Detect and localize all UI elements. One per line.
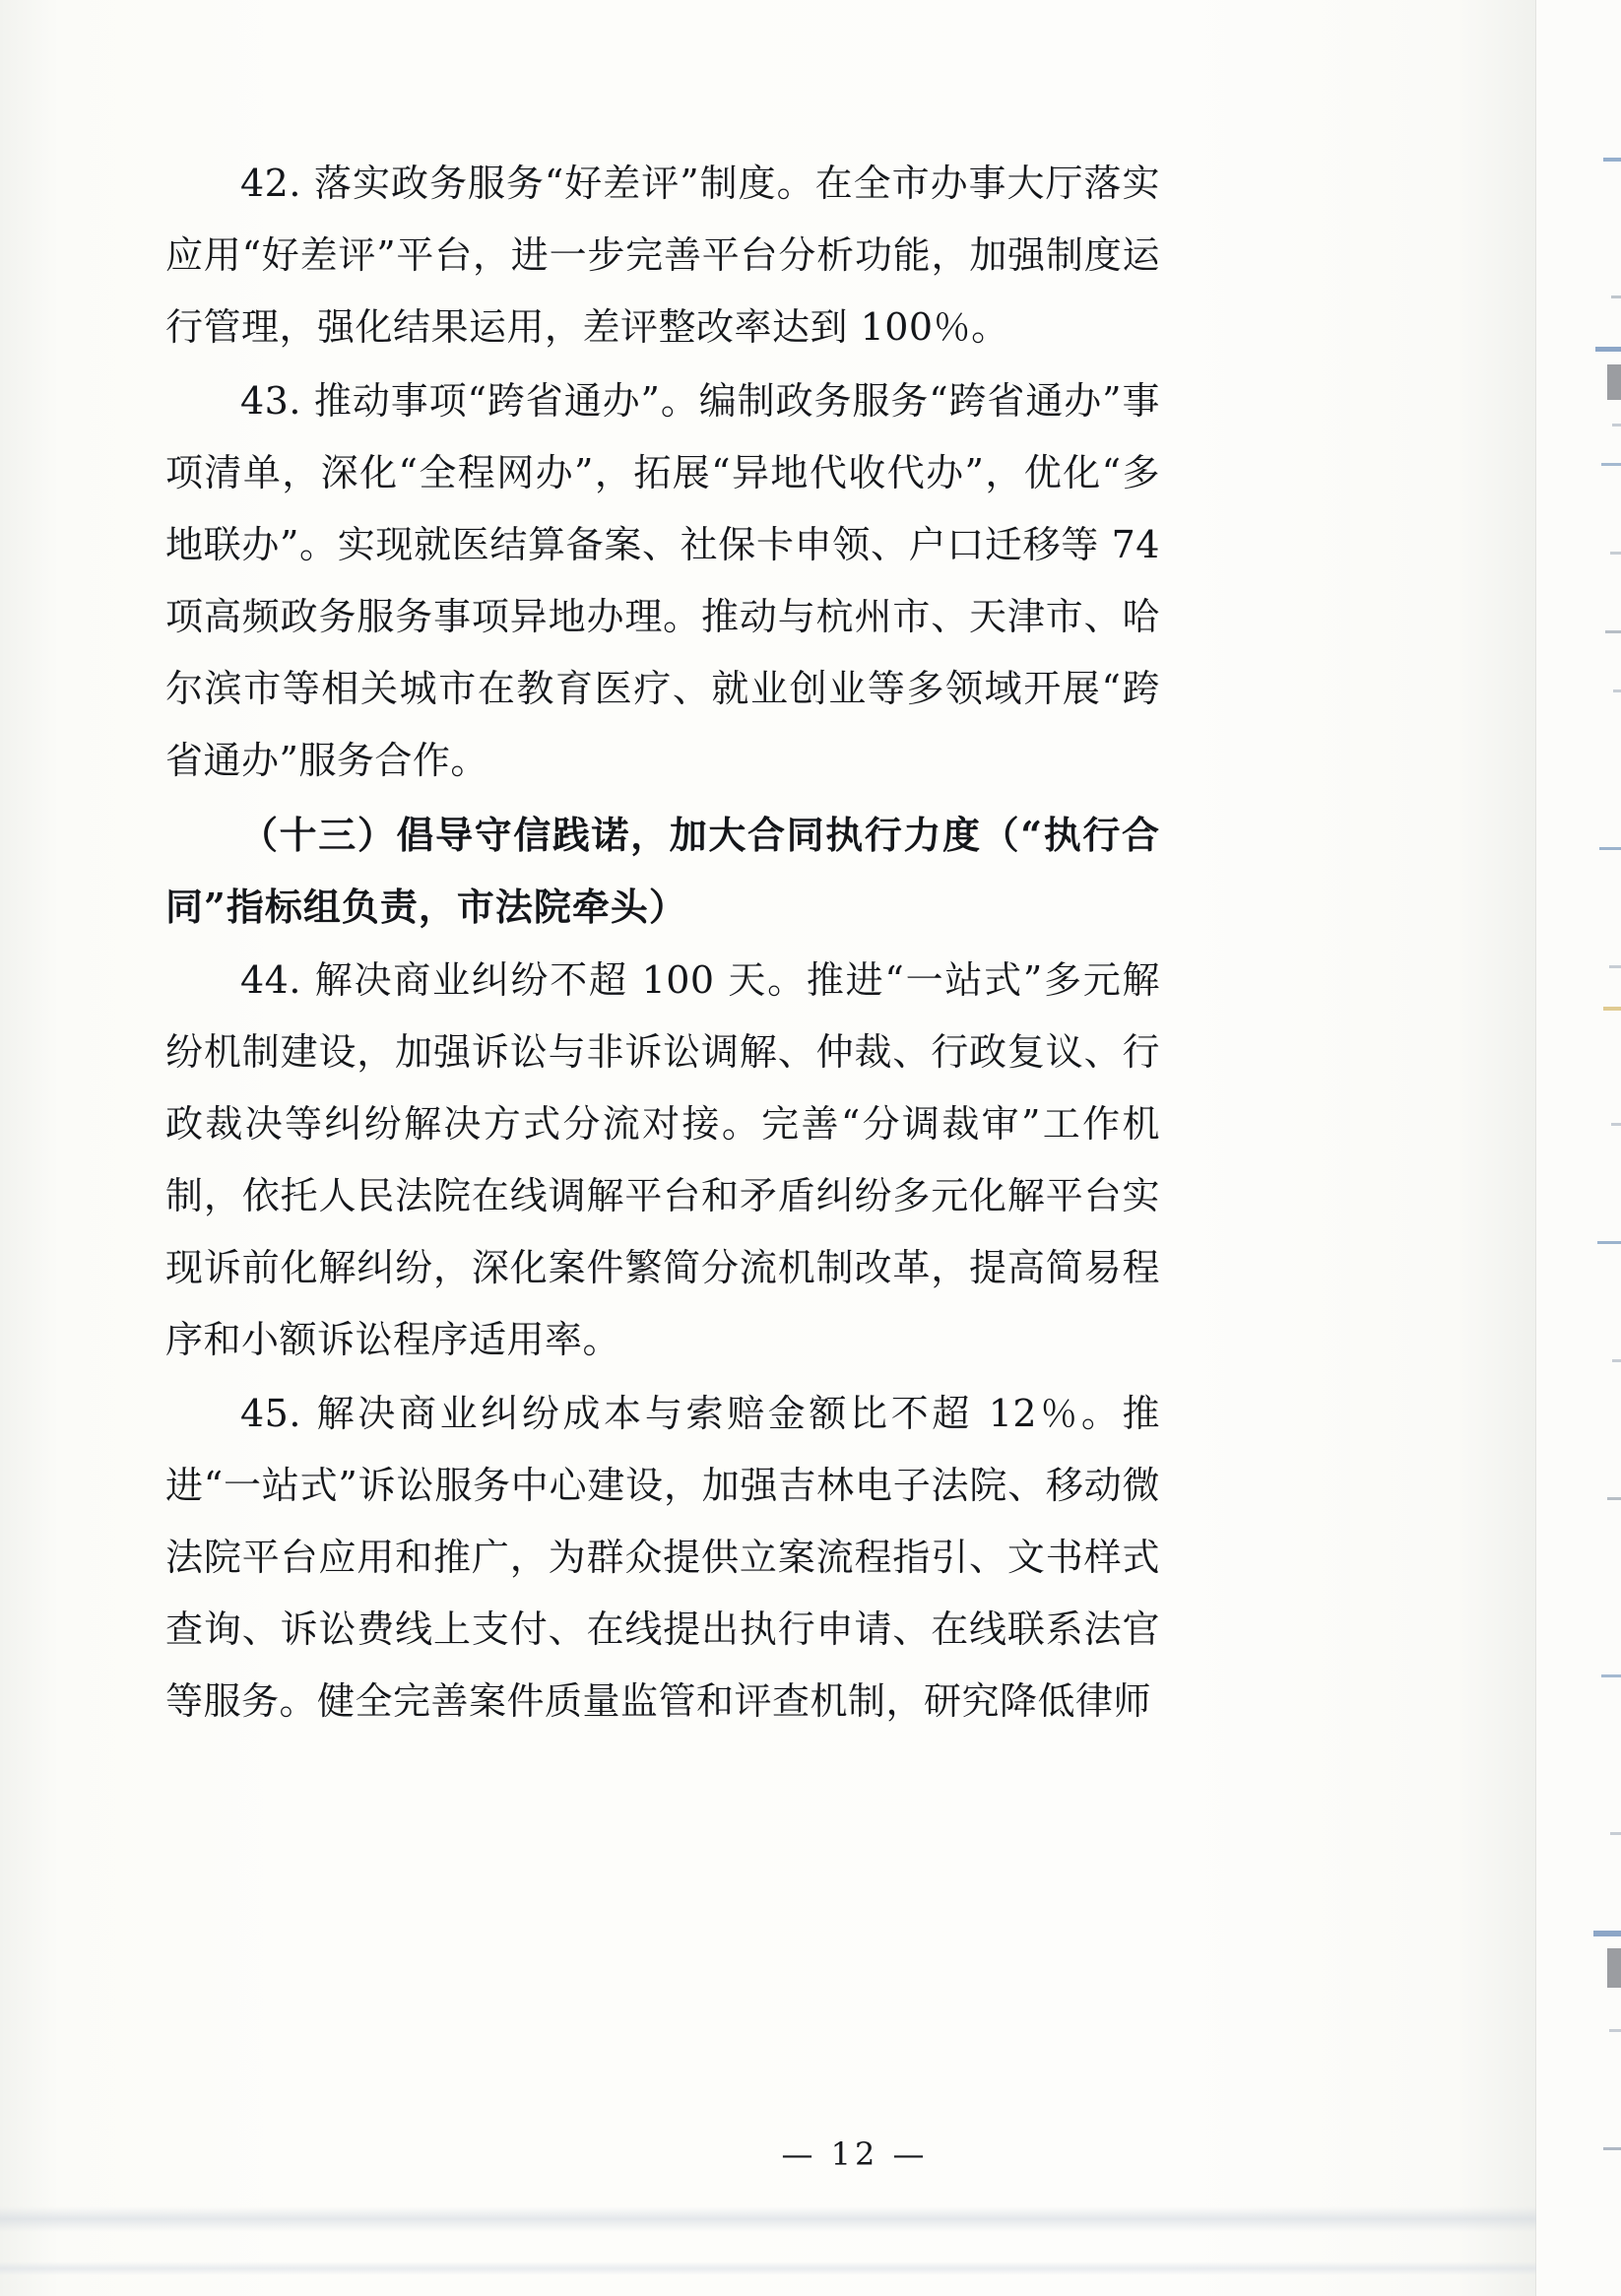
paragraph-section-13-heading: （十三）倡导守信践诺，加大合同执行力度（“执行合同”指标组负责，市法院牵头）: [165, 813, 1160, 929]
paragraph-item-42: 42. 落实政务服务“好差评”制度。在全市办事大厅落实应用“好差评”平台，进一步完善平台分析功能，加强制度运行管理，强化结果运用，差评整改率达到 100％。: [165, 162, 1160, 349]
page-number: — 12 —: [781, 2135, 929, 2173]
paragraph-item-45: 45. 解决商业纠纷成本与索赔金额比不超 12％。推进“一站式”诉讼服务中心建设，加强吉林电子法院、移动微法院平台应用和推广，为群众提供立案流程指引、文书样式查询、诉讼费线上支付、在线提出执行申请、在线联系法官等服务。健全完善案件质量监管和评查机制，研究降低律师: [165, 1392, 1160, 1723]
scan-artifact-band-2: [0, 2262, 1536, 2275]
document-body: [165, 148, 1160, 1739]
scan-edge-strip: [1535, 0, 1621, 2296]
paragraph-item-44: 44. 解决商业纠纷不超 100 天。推进“一站式”多元解纷机制建设，加强诉讼与非诉讼调解、仲裁、行政复议、行政裁决等纠纷解决方式分流对接。完善“分调裁审”工作机制，依托人民法院在线调解平台和矛盾纠纷多元化解平台实现诉前化解纠纷，深化案件繁简分流机制改革，提高简易程序和小额诉讼程序适用率。: [165, 958, 1160, 1361]
paragraph-item-43: 43. 推动事项“跨省通办”。编制政务服务“跨省通办”事项清单，深化“全程网办”，拓展“异地代收代办”，优化“多地联办”。实现就医结算备案、社保卡申领、户口迁移等 74 项高频政务服务事项异地办理。推动与杭州市、天津市、哈尔滨市等相关城市在教育医疗、就业创业等多领域开展“跨省通办”服务合作。: [165, 379, 1160, 782]
scan-artifact-band-1: [0, 2206, 1536, 2232]
